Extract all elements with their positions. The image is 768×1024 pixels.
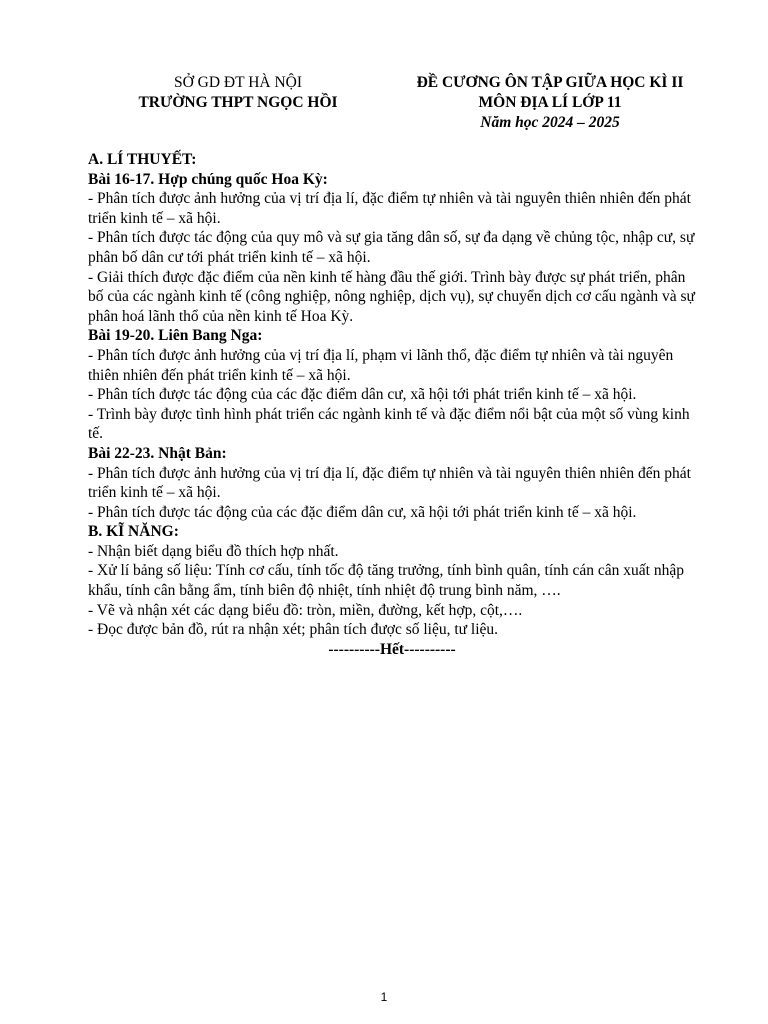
school-name: TRƯỜNG THPT NGỌC HỒI xyxy=(138,94,338,111)
lesson-title: Bài 16-17. Hợp chúng quốc Hoa Kỳ: xyxy=(88,170,328,188)
subject-title: MÔN ĐỊA LÍ LỚP 11 xyxy=(478,94,622,111)
document-header xyxy=(390,73,710,133)
lesson-title: Bài 19-20. Liên Bang Nga: xyxy=(88,327,263,345)
end-marker: ----------Hết---------- xyxy=(328,640,456,658)
document-body xyxy=(88,150,696,659)
school-year: Năm học 2024 – 2025 xyxy=(480,114,620,131)
skill-item: - Nhận biết dạng biểu đồ thích hợp nhất. xyxy=(88,542,339,560)
lesson-item: - Phân tích được ảnh hưởng của vị trí địa lí, phạm vi lãnh thổ, đặc điểm tự nhiên và tài nguyên thiên nhiên đến phát triển kinh tế – xã hội. xyxy=(88,346,674,384)
lesson-item: - Giải thích được đặc điểm của nền kinh tế hàng đầu thế giới. Trình bày được sự phát triển, phân bố của các ngành kinh tế (công nghiệp, nông nghiệp, dịch vụ), sự chuyển dịch cơ cấu ngành và sự phân hoá lãnh thổ của nền kinh tế Hoa Kỳ. xyxy=(88,268,695,325)
skill-item: - Vẽ và nhận xét các dạng biểu đồ: tròn, miền, đường, kết hợp, cột,…. xyxy=(88,601,523,619)
lesson-item: - Phân tích được tác động của các đặc điểm dân cư, xã hội tới phát triển kinh tế – xã hội. xyxy=(88,386,637,404)
section-a-title: A. LÍ THUYẾT: xyxy=(88,151,197,168)
document-title: ĐỀ CƯƠNG ÔN TẬP GIỮA HỌC KÌ II xyxy=(416,74,684,91)
skill-item: - Xử lí bảng số liệu: Tính cơ cấu, tính tốc độ tăng trưởng, tính bình quân, tính cán cân xuất nhập khẩu, tính cân bằng ẩm, tính biên độ nhiệt, tính nhiệt độ trung bình năm, …. xyxy=(88,562,684,600)
department-name: SỞ GD ĐT HÀ NỘI xyxy=(173,74,303,91)
page-number: 1 xyxy=(380,990,388,1004)
section-b-title: B. KĨ NĂNG: xyxy=(88,523,179,541)
lesson-item: - Phân tích được tác động của các đặc điểm dân cư, xã hội tới phát triển kinh tế – xã hội. xyxy=(88,503,637,521)
lesson-item: - Phân tích được ảnh hưởng của vị trí địa lí, đặc điểm tự nhiên và tài nguyên thiên nhiên đến phát triển kinh tế – xã hội. xyxy=(88,190,691,227)
lesson-item: - Phân tích được ảnh hưởng của vị trí địa lí, đặc điểm tự nhiên và tài nguyên thiên nhiên đến phát triển kinh tế – xã hội. xyxy=(88,464,691,502)
school-header xyxy=(88,73,388,113)
lesson-item: - Phân tích được tác động của quy mô và sự gia tăng dân số, sự đa dạng về chủng tộc, nhập cư, sự phân bố dân cư tới phát triển kinh tế – xã hội. xyxy=(88,229,695,266)
lesson-item: - Trình bày được tình hình phát triển các ngành kinh tế và đặc điểm nổi bật của một số vùng kinh tế. xyxy=(88,405,690,443)
lesson-title: Bài 22-23. Nhật Bản: xyxy=(88,444,227,462)
skill-item: - Đọc được bản đồ, rút ra nhận xét; phân tích được số liệu, tư liệu. xyxy=(88,621,499,639)
